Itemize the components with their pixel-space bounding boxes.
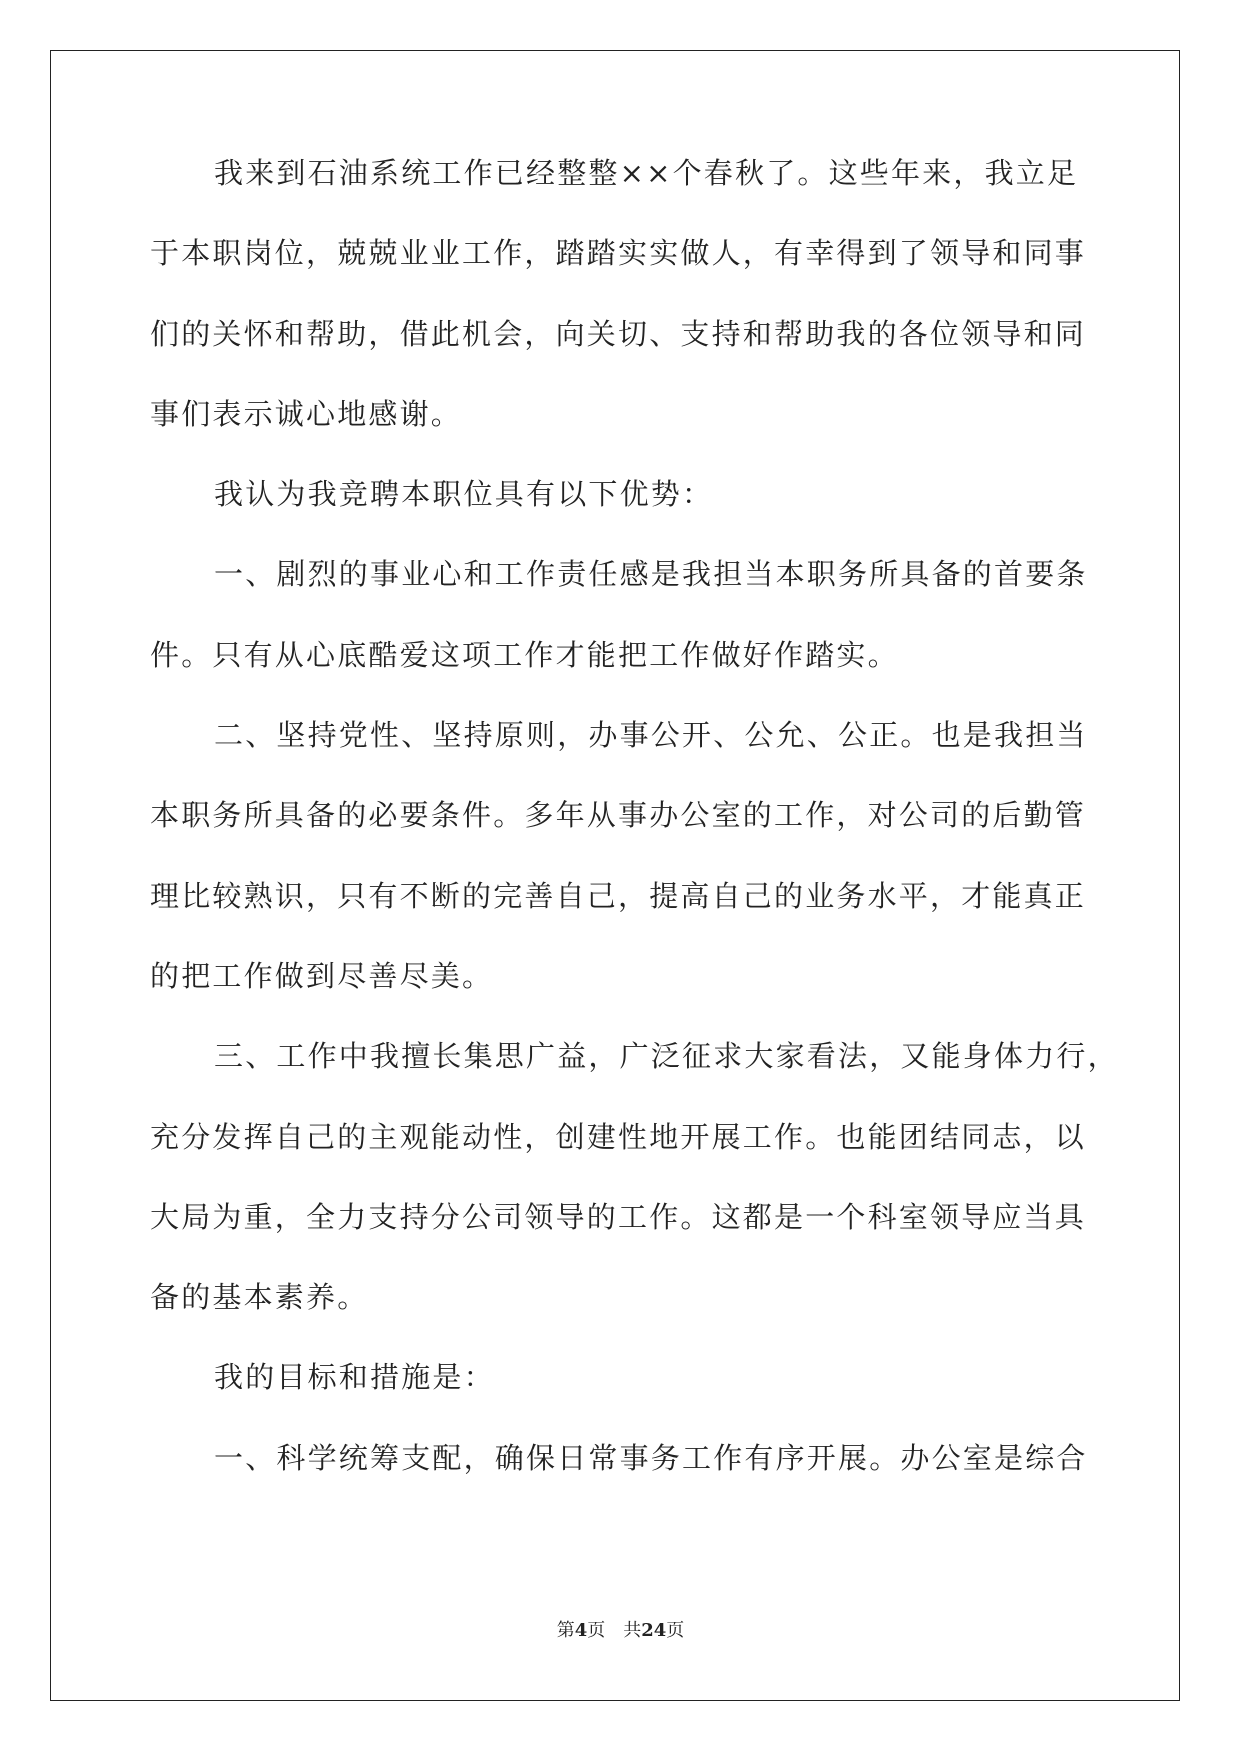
text-line: 理比较熟识，只有不断的完善自己，提高自己的业务水平，才能真正 (150, 878, 1087, 913)
text-line: 三、工作中我擅长集思广益，广泛征求大家看法，又能身体力行， (214, 1039, 1119, 1074)
text-line: 本职务所具备的必要条件。多年从事办公室的工作，对公司的后勤管 (150, 798, 1087, 833)
text-line: 二、坚持党性、坚持原则，办事公开、公允、公正。也是我担当 (214, 718, 1088, 753)
total-prefix: 共 (623, 1620, 642, 1641)
page-footer (0, 1616, 1241, 1642)
text-line: 于本职岗位，兢兢业业工作，踏踏实实做人，有幸得到了领导和同事 (150, 236, 1087, 271)
total-pages: 24 (641, 1620, 667, 1641)
text-line: 大局为重，全力支持分公司领导的工作。这都是一个科室领导应当具 (150, 1199, 1087, 1234)
page-suffix: 页 (587, 1620, 606, 1641)
text-line: 一、科学统筹支配，确保日常事务工作有序开展。办公室是综合 (214, 1440, 1088, 1475)
text-line: 我来到石油系统工作已经整整××个春秋了。这些年来，我立足 (214, 156, 1079, 190)
text-line: 备的基本素养。 (150, 1280, 369, 1315)
text-line: 我的目标和措施是： (214, 1360, 495, 1395)
text-line: 一、剧烈的事业心和工作责任感是我担当本职务所具备的首要条 (214, 557, 1088, 592)
text-line: 件。只有从心底酷爱这项工作才能把工作做好作踏实。 (150, 637, 899, 672)
text-line: 充分发挥自己的主观能动性，创建性地开展工作。也能团结同志，以 (150, 1119, 1087, 1154)
text-line: 我认为我竞聘本职位具有以下优势： (214, 477, 714, 512)
page-prefix: 第 (556, 1620, 575, 1641)
text-line: 的把工作做到尽善尽美。 (150, 958, 494, 993)
document-body (150, 156, 1119, 1525)
page-number: 4 (574, 1620, 588, 1641)
total-suffix: 页 (666, 1620, 685, 1641)
text-line: 们的关怀和帮助，借此机会，向关切、支持和帮助我的各位领导和同 (150, 316, 1087, 351)
text-line: 事们表示诚心地感谢。 (150, 396, 463, 431)
